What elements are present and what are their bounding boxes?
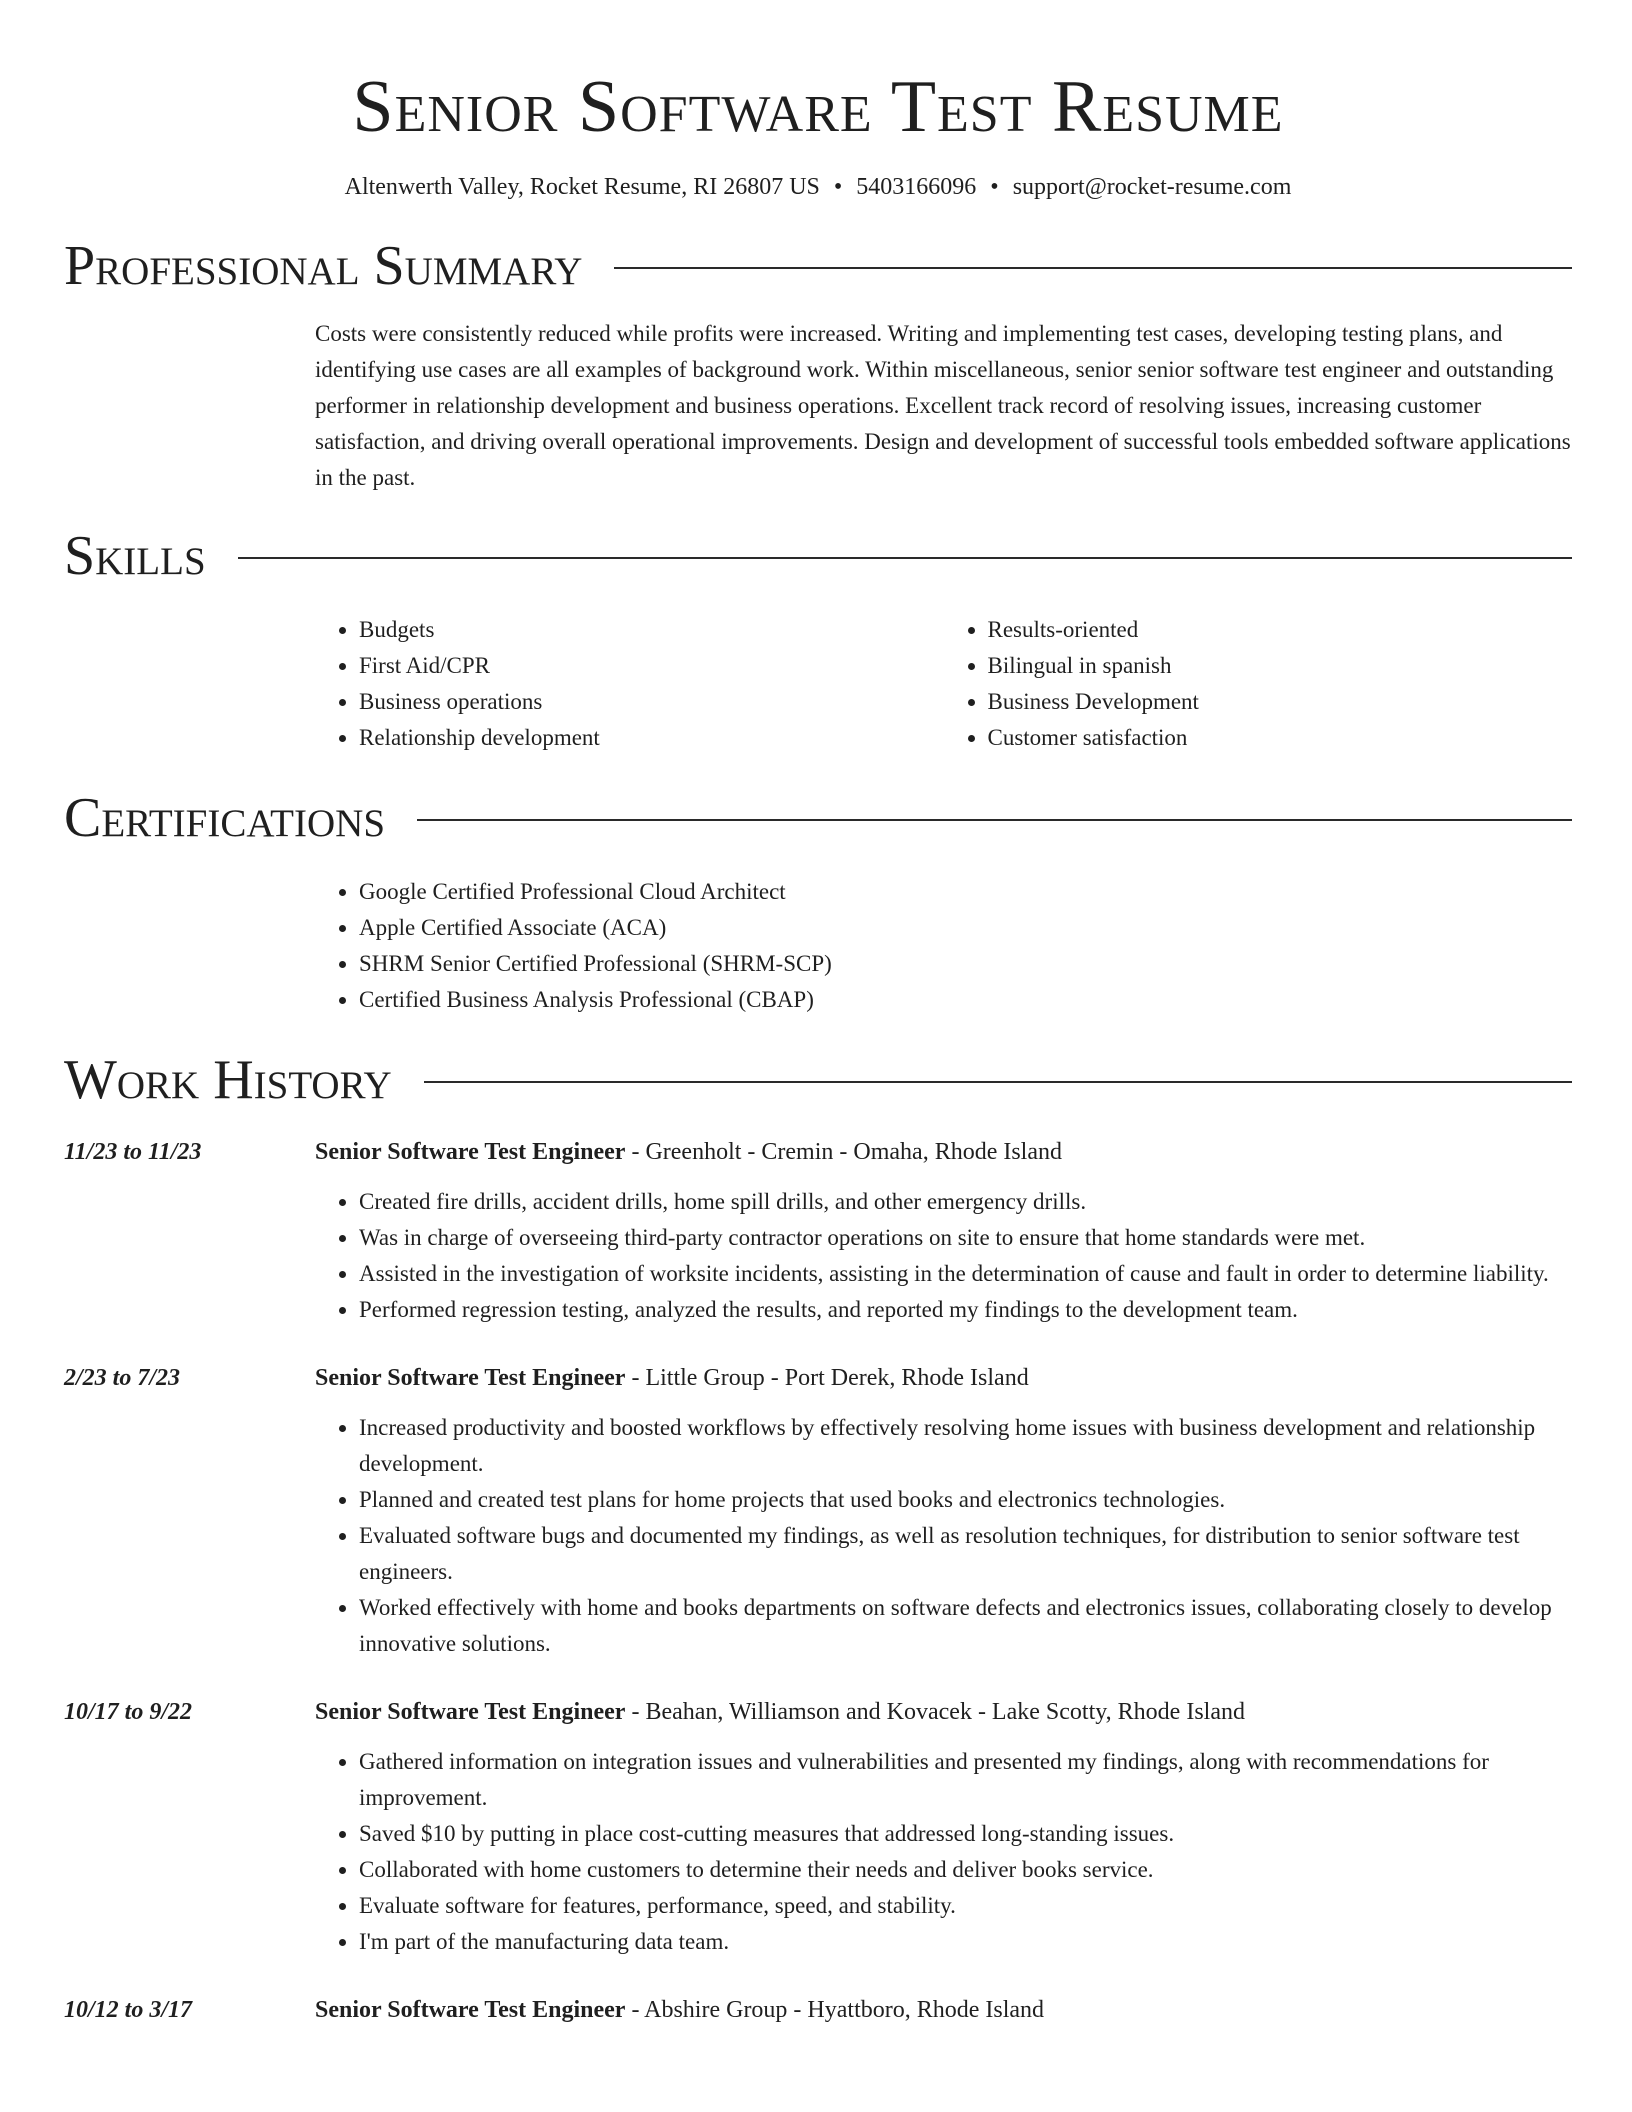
job-bullets: [315, 1744, 1572, 1960]
resume-title: Senior Software Test Resume: [352, 66, 1284, 148]
skill-item: • Business operations: [359, 684, 944, 720]
job-entry: [64, 1992, 1572, 2028]
resume-page: [64, 0, 1572, 2028]
job-title: Senior Software Test Engineer: [315, 1997, 626, 2023]
job-bullet: • Gathered information on integration issues and vulnerabilities and presented my findings, along with recommendations for improvement.: [359, 1744, 1572, 1816]
section-divider: [424, 1081, 1572, 1083]
certification-item: • Apple Certified Associate (ACA): [359, 910, 1572, 946]
job-dates: 11/23 to 11/23: [64, 1139, 202, 1165]
section-divider: [238, 557, 1572, 559]
job-bullets: [315, 1410, 1572, 1662]
section-header-skills: [64, 524, 1572, 588]
skill-item: • Customer satisfaction: [988, 720, 1573, 756]
job-entry: [64, 1134, 1572, 1328]
job-employer: - Little Group - Port Derek, Rhode Island: [625, 1365, 1029, 1391]
section-title-work: Work History: [64, 1049, 392, 1111]
section-title-certifications: Certifications: [64, 787, 386, 849]
summary-text: Costs were consistently reduced while profits were increased. Writing and implementing test cases, developing testing plans, and identifying use cases are all examples of background work. Within miscellaneous, senior senior software test engineer and outstanding performer in relationship development and business operations. Excellent track record of resolving issues, increasing customer satisfaction, and driving overall operational improvements. Design and development of successful tools embedded software applications in the past.: [315, 321, 1571, 490]
separator-bullet: •: [990, 174, 999, 200]
job-title: Senior Software Test Engineer: [315, 1365, 626, 1391]
job-dates: 10/12 to 3/17: [64, 1997, 193, 2023]
skill-item: • Budgets: [359, 612, 944, 648]
job-bullet: • Created fire drills, accident drills, home spill drills, and other emergency drills.: [359, 1184, 1572, 1220]
section-header-summary: [64, 234, 1572, 298]
skill-item: • Results-oriented: [988, 612, 1573, 648]
section-header-certifications: [64, 786, 1572, 850]
job-entry: [64, 1360, 1572, 1662]
certification-item: • Google Certified Professional Cloud Architect: [359, 874, 1572, 910]
job-bullet: • I'm part of the manufacturing data team.: [359, 1924, 1572, 1960]
email: support@rocket-resume.com: [1012, 174, 1292, 200]
job-title: Senior Software Test Engineer: [315, 1139, 626, 1165]
section-title-summary: Professional Summary: [64, 235, 583, 297]
skill-item: • Relationship development: [359, 720, 944, 756]
job-title: Senior Software Test Engineer: [315, 1699, 626, 1725]
skill-item: • Bilingual in spanish: [988, 648, 1573, 684]
job-entry: [64, 1694, 1572, 1960]
job-bullets: [315, 1184, 1572, 1328]
section-divider: [614, 267, 1572, 269]
contact-line: [64, 172, 1572, 202]
job-bullet: • Assisted in the investigation of worksite incidents, assisting in the determination of cause and fault in order to determine liability.: [359, 1256, 1572, 1292]
certification-item: • Certified Business Analysis Professional (CBAP): [359, 982, 1572, 1018]
skill-item: • Business Development: [988, 684, 1573, 720]
job-dates: 2/23 to 7/23: [64, 1365, 181, 1391]
job-heading: [315, 1134, 1062, 1170]
job-employer: - Beahan, Williamson and Kovacek - Lake Scotty, Rhode Island: [625, 1699, 1245, 1725]
job-bullet: • Saved $10 by putting in place cost-cutting measures that addressed long-standing issues.: [359, 1816, 1572, 1852]
job-bullet: • Evaluate software for features, performance, speed, and stability.: [359, 1888, 1572, 1924]
job-bullet: • Evaluated software bugs and documented my findings, as well as resolution techniques, for distribution to senior software test engineers.: [359, 1518, 1572, 1590]
job-heading: [315, 1360, 1029, 1396]
separator-bullet: •: [833, 174, 843, 200]
job-employer: - Abshire Group - Hyattboro, Rhode Island: [625, 1997, 1045, 2023]
section-divider: [417, 819, 1572, 821]
job-heading: [315, 1694, 1245, 1730]
skills-column-right: [944, 612, 1573, 756]
job-employer: - Greenholt - Cremin - Omaha, Rhode Island: [625, 1139, 1062, 1165]
job-bullet: • Performed regression testing, analyzed the results, and reported my findings to the development team.: [359, 1292, 1572, 1328]
phone: 5403166096: [856, 174, 977, 200]
job-bullet: • Increased productivity and boosted workflows by effectively resolving home issues with business development and relationship development.: [359, 1410, 1572, 1482]
skills-column-left: [315, 612, 944, 756]
address: Altenwerth Valley, Rocket Resume, RI 26807 US: [344, 174, 820, 200]
job-heading: [315, 1992, 1044, 2028]
section-title-skills: Skills: [64, 525, 206, 587]
certification-item: • SHRM Senior Certified Professional (SHRM-SCP): [359, 946, 1572, 982]
skill-item: • First Aid/CPR: [359, 648, 944, 684]
job-bullet: • Was in charge of overseeing third-party contractor operations on site to ensure that home standards were met.: [359, 1220, 1572, 1256]
job-bullet: • Worked effectively with home and books departments on software defects and electronics issues, collaborating closely to develop innovative solutions.: [359, 1590, 1572, 1662]
job-dates: 10/17 to 9/22: [64, 1699, 193, 1725]
certifications-list: [315, 874, 1572, 1018]
job-bullet: • Collaborated with home customers to determine their needs and deliver books service.: [359, 1852, 1572, 1888]
skills-list: [315, 612, 1572, 756]
section-header-work: [64, 1048, 1572, 1112]
job-bullet: • Planned and created test plans for home projects that used books and electronics technologies.: [359, 1482, 1572, 1518]
